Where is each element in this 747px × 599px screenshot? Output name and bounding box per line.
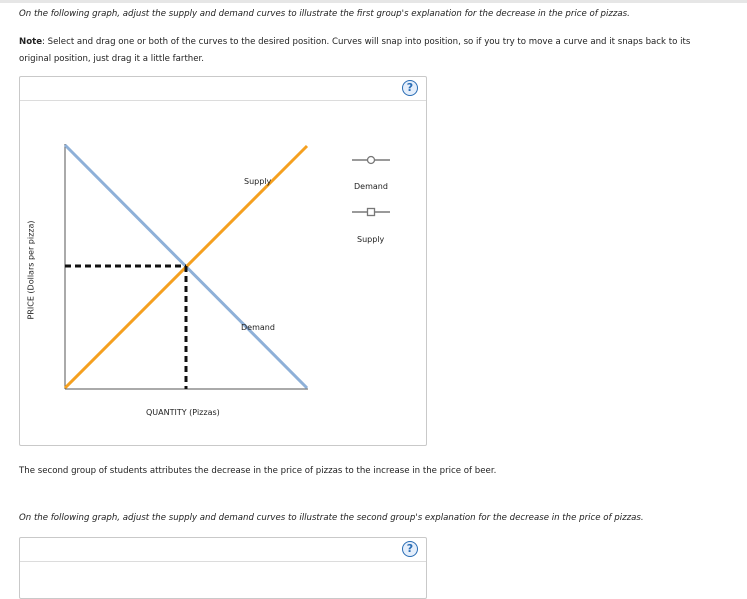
note-label: Note xyxy=(19,37,43,47)
y-axis-label: PRICE (Dollars per pizza) xyxy=(26,220,36,320)
question-2-instruction: On the following graph, adjust the supply and demand curves to illustrate the second group's explanation for the decrease in the price of pizzas. xyxy=(19,513,644,523)
supply-curve-label: Supply xyxy=(244,177,272,186)
legend-supply-label: Supply xyxy=(357,235,385,244)
note-body: : Select and drag one or both of the curves to the desired position. Curves will snap into position, so if you try to move a curve and it snaps back to its original position, just drag it a little farther. xyxy=(19,37,691,64)
graph-toolbar-2 xyxy=(20,538,426,562)
demand-tool-icon[interactable] xyxy=(368,157,375,164)
help-icon[interactable]: ? xyxy=(402,80,418,96)
supply-tool-icon[interactable] xyxy=(368,209,375,216)
help-icon-2[interactable]: ? xyxy=(402,541,418,557)
x-axis-label: QUANTITY (Pizzas) xyxy=(146,408,220,417)
second-group-paragraph: The second group of students attributes the decrease in the price of pizzas to the increase in the price of beer. xyxy=(19,466,497,476)
graph-panel-2 xyxy=(19,537,427,599)
question-1-instruction: On the following graph, adjust the supply and demand curves to illustrate the first group's explanation for the decrease in the price of pizzas. xyxy=(19,9,630,19)
demand-curve-label: Demand xyxy=(241,323,275,332)
legend-demand-label: Demand xyxy=(354,182,388,191)
